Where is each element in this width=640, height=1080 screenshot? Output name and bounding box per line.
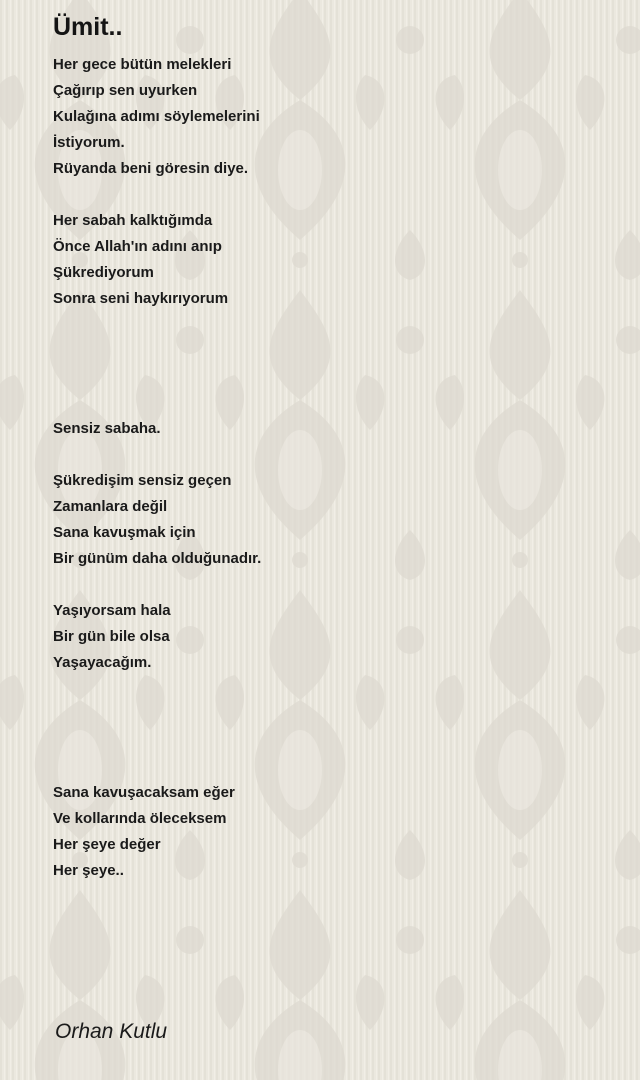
poem-line: Şükrediyorum <box>53 264 154 281</box>
poem-line: Yaşıyorsam hala <box>53 602 171 619</box>
poem-line: Ve kollarında öleceksem <box>53 810 227 827</box>
stanza-gap <box>53 390 613 416</box>
stanza-gap <box>53 754 613 780</box>
poem-line: Bir günüm daha olduğunadır. <box>53 550 262 567</box>
poem-line: İstiyorum. <box>53 134 125 151</box>
poem-line: Önce Allah'ın adını anıp <box>53 238 222 255</box>
stanza-gap <box>53 182 613 208</box>
stanza-gap <box>53 572 613 598</box>
poem-line: Şükredişim sensiz geçen <box>53 472 232 489</box>
poem-line: Sana kavuşacaksam eğer <box>53 784 235 801</box>
stanza-gap <box>53 442 613 468</box>
stanza-gap <box>53 676 613 702</box>
poem-line: Sana kavuşmak için <box>53 524 196 541</box>
stanza-gap <box>53 702 613 728</box>
poem-author: Orhan Kutlu <box>55 1020 168 1043</box>
poem-line: Yaşayacağım. <box>53 654 152 671</box>
poem-title: Ümit.. <box>53 13 123 41</box>
poem-body <box>53 52 613 884</box>
poem-line: Kulağına adımı söylemelerini <box>53 108 260 125</box>
poem-line: Her gece bütün melekleri <box>53 56 232 73</box>
stanza-gap <box>53 338 613 364</box>
stanza-gap <box>53 728 613 754</box>
poem-line: Her sabah kalktığımda <box>53 212 213 229</box>
poem-line: Zamanlara değil <box>53 498 168 515</box>
stanza-gap <box>53 312 613 338</box>
poem-line: Sensiz sabaha. <box>53 420 161 437</box>
poem-line: Her şeye.. <box>53 862 124 879</box>
poem-line: Bir gün bile olsa <box>53 628 170 645</box>
poem-line: Çağırıp sen uyurken <box>53 82 198 99</box>
poem-line: Her şeye değer <box>53 836 161 853</box>
stanza-gap <box>53 364 613 390</box>
poem-line: Sonra seni haykırıyorum <box>53 290 229 307</box>
poem-line: Rüyanda beni göresin diye. <box>53 160 249 177</box>
